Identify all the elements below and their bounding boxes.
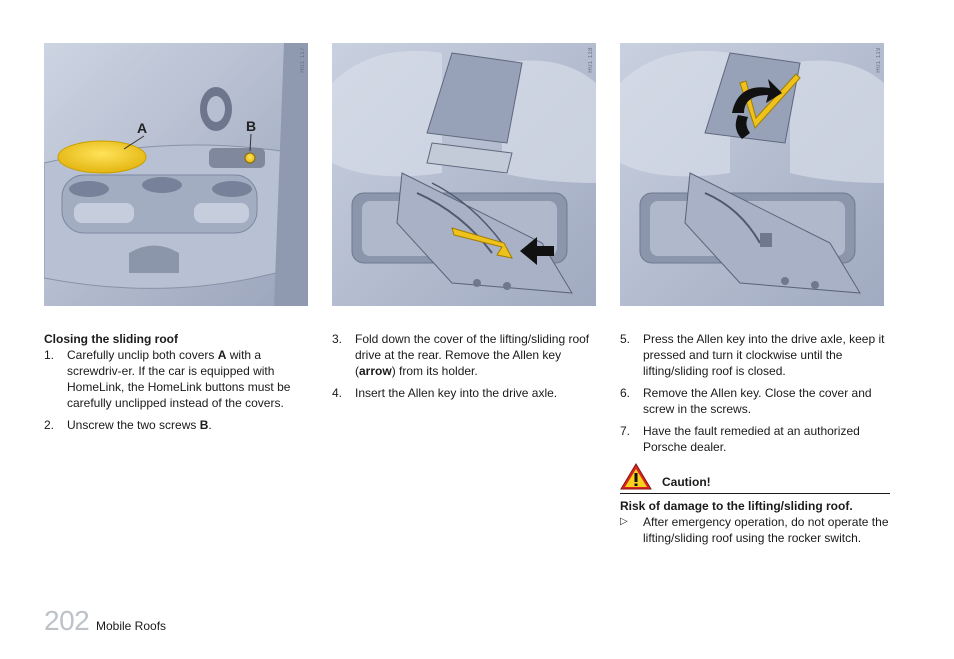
column-1 [44, 331, 316, 439]
step-number: 7. [620, 424, 631, 438]
step-text: Have the fault remedied at an authorized Porsche dealer. [643, 424, 860, 454]
caution-divider [620, 493, 890, 494]
step-text: Unscrew the two screws B. [67, 418, 212, 432]
triangle-bullet-icon: ▷ [620, 516, 628, 527]
risk-statement: Risk of damage to the lifting/sliding roof. [620, 499, 853, 513]
figure-code: H01 117 [300, 47, 306, 73]
column-2 [332, 331, 594, 407]
step-number: 2. [44, 418, 55, 432]
step-1 [44, 347, 316, 411]
step-5 [620, 331, 890, 379]
caution-header [620, 463, 890, 490]
caution-bullet [620, 514, 890, 546]
step-text: Carefully unclip both covers A with a screwdriv-er. If the car is equipped with HomeLink, the HomeLink buttons must be carefully unclipped instead of the covers. [67, 348, 291, 410]
step-2 [44, 417, 316, 433]
figure-overhead-console [44, 43, 308, 306]
step-4 [332, 385, 594, 401]
figure-drive-cover [332, 43, 596, 306]
label-a: A [137, 120, 148, 136]
step-7 [620, 423, 890, 455]
step-text: Fold down the cover of the lifting/sliding roof drive at the rear. Remove the Allen key (arrow) from its holder. [355, 332, 590, 378]
step-text: Remove the Allen key. Close the cover and screw in the screws. [643, 386, 872, 416]
section-name: Mobile Roofs [96, 619, 167, 633]
figure-code: H01 119 [876, 47, 882, 73]
step-number: 3. [332, 332, 343, 346]
step-number: 4. [332, 386, 343, 400]
warning-icon [620, 463, 652, 490]
step-number: 1. [44, 348, 55, 362]
section-heading: Closing the sliding roof [44, 332, 178, 346]
step-text: Press the Allen key into the drive axle, keep it pressed and turn it clockwise until the lifting/sliding roof is closed. [643, 332, 885, 378]
bullet-text: After emergency operation, do not operate the lifting/sliding roof using the rocker switch. [643, 515, 889, 545]
step-3 [332, 331, 594, 379]
column-3 [620, 331, 890, 546]
step-number: 5. [620, 332, 631, 346]
page-number: 202 [44, 605, 90, 636]
label-b: B [246, 118, 257, 134]
step-text: Insert the Allen key into the drive axle. [355, 386, 558, 400]
figure-code: H01 118 [588, 47, 594, 73]
caution-label: Caution! [662, 475, 711, 489]
step-6 [620, 385, 890, 417]
step-number: 6. [620, 386, 631, 400]
figure-allen-key-turn [620, 43, 884, 306]
